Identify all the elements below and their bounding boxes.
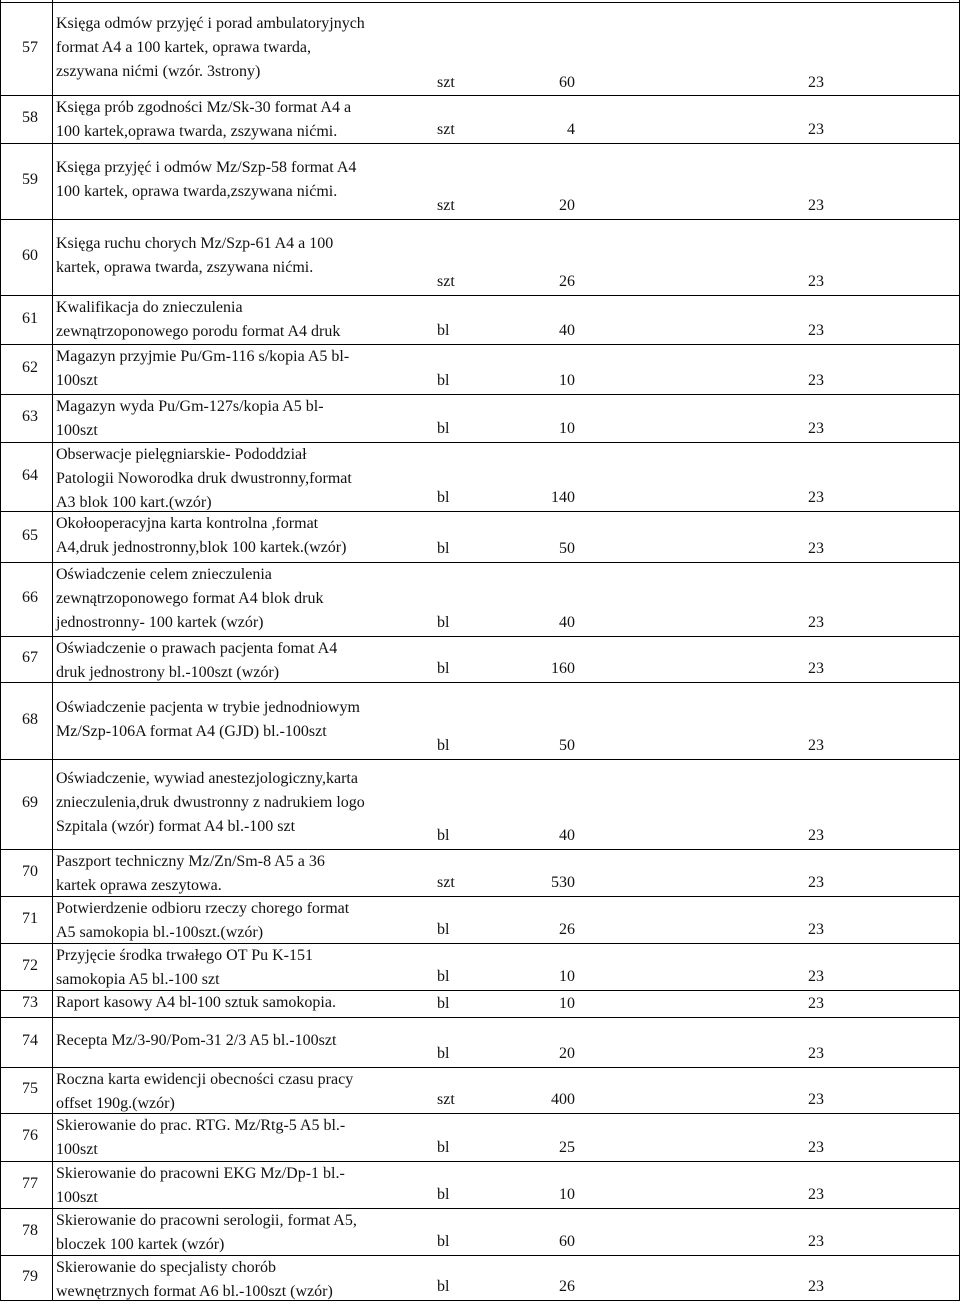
quantity-cell: 60 [559,74,575,91]
item-description [56,156,436,204]
unit-cell: bl [437,968,450,985]
item-description [56,1029,436,1053]
description-line: znieczulenia,druk dwustronny z nadrukiem logo [56,794,365,811]
quantity-cell: 26 [559,921,575,938]
description-line: Oświadczenie pacjenta w trybie jednodniowym [56,699,360,716]
row-number: 66 [22,589,38,606]
table-row [0,683,960,760]
quantity-cell: 10 [559,995,575,1012]
description-line: 100szt [56,1189,98,1206]
unit-cell: bl [437,540,450,557]
vat-rate-cell: 23 [808,614,824,631]
row-number: 72 [22,957,38,974]
item-description [56,1162,436,1210]
row-number: 74 [22,1032,38,1049]
description-line: Recepta Mz/3-90/Pom-31 2/3 A5 bl.-100szt [56,1032,337,1049]
row-number: 64 [22,467,38,484]
description-line: A5 samokopia bl.-100szt.(wzór) [56,924,264,941]
description-line: Paszport techniczny Mz/Zn/Sm-8 A5 a 36 [56,853,325,870]
description-line: jednostronny- 100 kartek (wzór) [56,614,264,631]
item-description [56,12,436,84]
quantity-cell: 4 [567,121,575,138]
table-row [0,563,960,637]
table-row [0,1209,960,1256]
item-description [56,1068,436,1116]
description-line: Księga odmów przyjęć i porad ambulatoryjnych [56,15,365,32]
item-description [56,944,436,992]
vat-rate-cell: 23 [808,372,824,389]
vat-rate-cell: 23 [808,921,824,938]
description-line: Kwalifikacja do znieczulenia [56,299,243,316]
row-number: 69 [22,794,38,811]
description-line: Księga prób zgodności Mz/Sk-30 format A4 a [56,99,352,116]
item-description [56,637,436,685]
quantity-cell: 20 [559,197,575,214]
unit-cell: bl [437,827,450,844]
description-line: 100 kartek, oprawa twarda,zszywana nićmi. [56,183,338,200]
row-number: 62 [22,359,38,376]
row-number: 59 [22,171,38,188]
description-line: 100szt [56,422,98,439]
unit-cell: bl [437,995,450,1012]
unit-cell: bl [437,1278,450,1295]
vat-rate-cell: 23 [808,1091,824,1108]
description-line: Okołooperacyjna karta kontrolna ,format [56,515,319,532]
row-number: 70 [22,863,38,880]
description-line: Magazyn przyjmie Pu/Gm-116 s/kopia A5 bl- [56,348,350,365]
quantity-cell: 20 [559,1045,575,1062]
item-description [56,512,436,560]
vat-rate-cell: 23 [808,489,824,506]
description-line: Przyjęcie środka trwałego OT Pu K-151 [56,947,313,964]
unit-cell: szt [437,74,455,91]
unit-cell: bl [437,372,450,389]
table-row [0,850,960,897]
item-description [56,696,436,744]
quantity-cell: 50 [559,737,575,754]
quantity-cell: 140 [551,489,575,506]
row-number: 71 [22,910,38,927]
row-number: 67 [22,649,38,666]
description-line: Skierowanie do pracowni serologii, format A5, [56,1212,357,1229]
description-line: kartek oprawa zeszytowa. [56,877,222,894]
row-number: 63 [22,408,38,425]
description-line: zewnątrzoponowego format A4 blok druk [56,590,324,607]
description-line: Księga ruchu chorych Mz/Szp-61 A4 a 100 [56,235,334,252]
item-description [56,345,436,393]
description-line: A4,druk jednostronny,blok 100 kartek.(wzór) [56,539,347,556]
quantity-cell: 530 [551,874,575,891]
row-number: 65 [22,527,38,544]
description-line: Potwierdzenie odbioru rzeczy chorego format [56,900,350,917]
row-number: 75 [22,1080,38,1097]
unit-cell: bl [437,614,450,631]
table-row [0,395,960,443]
quantity-cell: 10 [559,968,575,985]
description-line: druk jednostrony bl.-100szt (wzór) [56,664,280,681]
table-row [0,296,960,345]
row-number: 58 [22,109,38,126]
table-row [0,1018,960,1068]
row-number: 61 [22,310,38,327]
description-line: Oświadczenie, wywiad anestezjologiczny,karta [56,770,358,787]
vat-rate-cell: 23 [808,540,824,557]
description-line: Oświadczenie o prawach pacjenta fomat A4 [56,640,338,657]
table-row [0,760,960,850]
item-description [56,850,436,898]
unit-cell: bl [437,1186,450,1203]
description-line: Magazyn wyda Pu/Gm-127s/kopia A5 bl- [56,398,324,415]
vat-rate-cell: 23 [808,121,824,138]
table-row [0,96,960,144]
description-line: A3 blok 100 kart.(wzór) [56,494,212,511]
unit-cell: bl [437,1139,450,1156]
quantity-cell: 400 [551,1091,575,1108]
table-row [0,991,960,1018]
row-number: 73 [22,994,38,1011]
item-description [56,443,436,515]
description-line: 100szt [56,1141,98,1158]
item-description [56,1256,436,1304]
table-row [0,1162,960,1209]
table-row [0,897,960,944]
unit-cell: szt [437,1091,455,1108]
quantity-cell: 40 [559,827,575,844]
table-row [0,944,960,991]
description-line: samokopia A5 bl.-100 szt [56,971,220,988]
vat-rate-cell: 23 [808,827,824,844]
vat-rate-cell: 23 [808,737,824,754]
description-line: Oświadczenie celem znieczulenia [56,566,272,583]
unit-cell: bl [437,489,450,506]
item-description [56,563,436,635]
unit-cell: szt [437,874,455,891]
item-description [56,96,436,144]
item-description [56,296,436,344]
unit-cell: szt [437,121,455,138]
quantity-cell: 26 [559,1278,575,1295]
description-line: kartek, oprawa twarda, zszywana nićmi. [56,259,314,276]
description-line: 100 kartek,oprawa twarda, zszywana nićmi. [56,123,338,140]
quantity-cell: 26 [559,273,575,290]
table-row [0,220,960,296]
unit-cell: szt [437,273,455,290]
item-description [56,395,436,443]
row-number: 60 [22,247,38,264]
description-line: Patologii Noworodka druk dwustronny,format [56,470,352,487]
unit-cell: bl [437,420,450,437]
row-number: 57 [22,39,38,56]
quantity-cell: 160 [551,660,575,677]
description-line: bloczek 100 kartek (wzór) [56,1236,225,1253]
quantity-cell: 10 [559,372,575,389]
table-row [0,512,960,563]
vat-rate-cell: 23 [808,995,824,1012]
item-description [56,232,436,280]
table-row [0,1256,960,1301]
description-line: Mz/Szp-106A format A4 (GJD) bl.-100szt [56,723,327,740]
quantity-cell: 40 [559,322,575,339]
vat-rate-cell: 23 [808,1186,824,1203]
vat-rate-cell: 23 [808,968,824,985]
vat-rate-cell: 23 [808,1139,824,1156]
description-line: wewnętrznych format A6 bl.-100szt (wzór) [56,1283,333,1300]
description-line: Skierowanie do specjalisty chorób [56,1259,276,1276]
table-row [0,443,960,512]
description-line: format A4 a 100 kartek, oprawa twarda, [56,39,312,56]
description-line: Szpitala (wzór) format A4 bl.-100 szt [56,818,296,835]
row-number: 77 [22,1175,38,1192]
unit-cell: bl [437,737,450,754]
quantity-cell: 10 [559,420,575,437]
quantity-cell: 10 [559,1186,575,1203]
table-row [0,2,960,96]
row-number: 78 [22,1222,38,1239]
description-line: offset 190g.(wzór) [56,1095,175,1112]
vat-rate-cell: 23 [808,874,824,891]
vat-rate-cell: 23 [808,1278,824,1295]
table-row [0,345,960,395]
description-line: Obserwacje pielęgniarskie- Pododdział [56,446,307,463]
quantity-cell: 50 [559,540,575,557]
unit-cell: szt [437,197,455,214]
item-description [56,1114,436,1162]
unit-cell: bl [437,322,450,339]
vat-rate-cell: 23 [808,1045,824,1062]
description-line: zszywana nićmi (wzór. 3strony) [56,63,261,80]
description-line: Raport kasowy A4 bl-100 sztuk samokopia. [56,994,336,1011]
row-number: 79 [22,1268,38,1285]
description-line: Roczna karta ewidencji obecności czasu pracy [56,1071,354,1088]
table-row [0,637,960,683]
unit-cell: bl [437,1045,450,1062]
unit-cell: bl [437,660,450,677]
vat-rate-cell: 23 [808,74,824,91]
description-line: Skierowanie do pracowni EKG Mz/Dp-1 bl.- [56,1165,345,1182]
description-line: zewnątrzoponowego porodu format A4 druk [56,323,341,340]
description-line: Księga przyjęć i odmów Mz/Szp-58 format A4 [56,159,357,176]
vat-rate-cell: 23 [808,420,824,437]
vat-rate-cell: 23 [808,1233,824,1250]
description-line: 100szt [56,372,98,389]
vat-rate-cell: 23 [808,322,824,339]
quantity-cell: 40 [559,614,575,631]
quantity-cell: 25 [559,1139,575,1156]
unit-cell: bl [437,1233,450,1250]
item-description [56,1209,436,1257]
item-description [56,991,436,1015]
table-row [0,1068,960,1114]
item-description [56,897,436,945]
vat-rate-cell: 23 [808,273,824,290]
vat-rate-cell: 23 [808,197,824,214]
table-row [0,144,960,220]
description-line: Skierowanie do prac. RTG. Mz/Rtg-5 A5 bl.- [56,1117,346,1134]
row-number: 68 [22,711,38,728]
unit-cell: bl [437,921,450,938]
vat-rate-cell: 23 [808,660,824,677]
item-description [56,767,436,839]
quantity-cell: 60 [559,1233,575,1250]
row-number: 76 [22,1127,38,1144]
table-row [0,1114,960,1162]
